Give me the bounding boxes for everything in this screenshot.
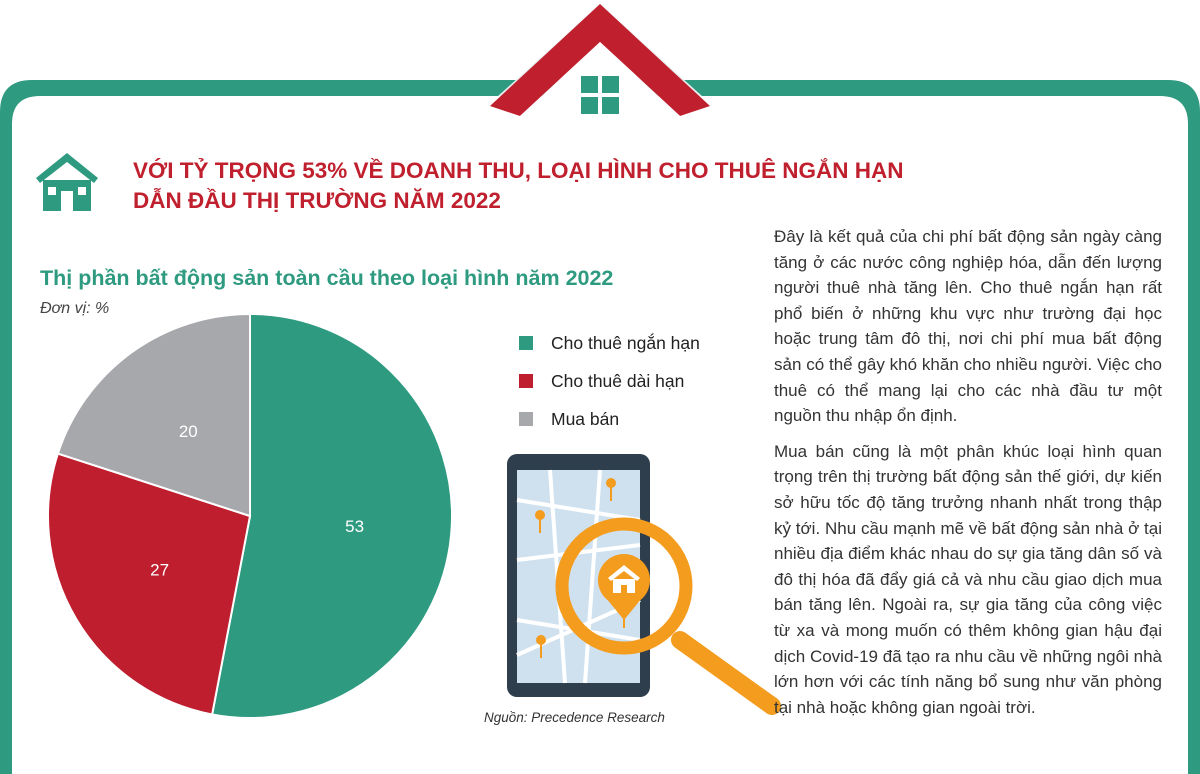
pie-label-sale: 20: [178, 422, 198, 441]
legend-swatch-short-term: [519, 336, 533, 350]
source-note: Nguồn: Precedence Research: [484, 710, 665, 725]
paragraph-2: Mua bán cũng là một phân khúc loại hình quan trọng trên thị trường bất động sản thế giới, dự kiến sở hữu tốc độ tăng trưởng nhanh nhất trong thập kỷ tới. Nhu cầu mạnh mẽ về bất động sản nhà ở tại nhiều địa điểm khác nhau do sự gia tăng dân số và đô thị hóa đã đẩy giá cả và nhu cầu giao dịch mua bán tăng lên. Ngoài ra, sự gia tăng của công việc từ xa và mong muốn có thêm không gian hậu đại dịch Covid-19 đã tạo ra nhu cầu về những ngôi nhà lớn hơn với các tính năng bổ sung như văn phòng tại nhà hoặc không gian ngoài trời.: [774, 441, 1162, 717]
legend-swatch-sale: [519, 412, 533, 426]
legend-label-short-term: Cho thuê ngắn hạn: [551, 332, 700, 353]
page-title-line-1: VỚI TỶ TRỌNG 53% VỀ DOANH THU, LOẠI HÌNH CHO THUÊ NGẮN HẠN: [133, 158, 904, 183]
page-title-line-2: DẪN ĐẦU THỊ TRƯỜNG NĂM 2022: [133, 188, 501, 213]
legend-swatch-long-term: [519, 374, 533, 388]
pie-label-long-term: 27: [150, 560, 170, 580]
paragraph-1: Đây là kết quả của chi phí bất động sản ngày càng tăng ở các nước công nghiệp hóa, dẫn đến lượng người thuê nhà tăng lên. Cho thuê ngắn hạn rất phổ biến ở những khu vực như trường đại học hoặc trung tâm đô thị, nơi chi phí mua bất động sản có thể gây khó khăn cho nhiều người. Việc cho thuê có thể mang lại cho các nhà đầu tư một nguồn thu nhập ổn định.: [774, 227, 1162, 426]
legend-item-sale: [519, 400, 700, 438]
legend-item-short-term: [519, 324, 700, 362]
legend-label-long-term: Cho thuê dài hạn: [551, 370, 685, 391]
pie-label-short-term: 53: [345, 516, 365, 536]
legend-item-long-term: [519, 362, 700, 400]
chart-unit: Đơn vị: %: [40, 300, 110, 317]
chart-title: Thị phần bất động sản toàn cầu theo loại hình năm 2022: [40, 266, 614, 290]
legend-label-sale: Mua bán: [551, 408, 620, 429]
article-body: [774, 224, 1162, 730]
chart-legend: [519, 324, 700, 438]
